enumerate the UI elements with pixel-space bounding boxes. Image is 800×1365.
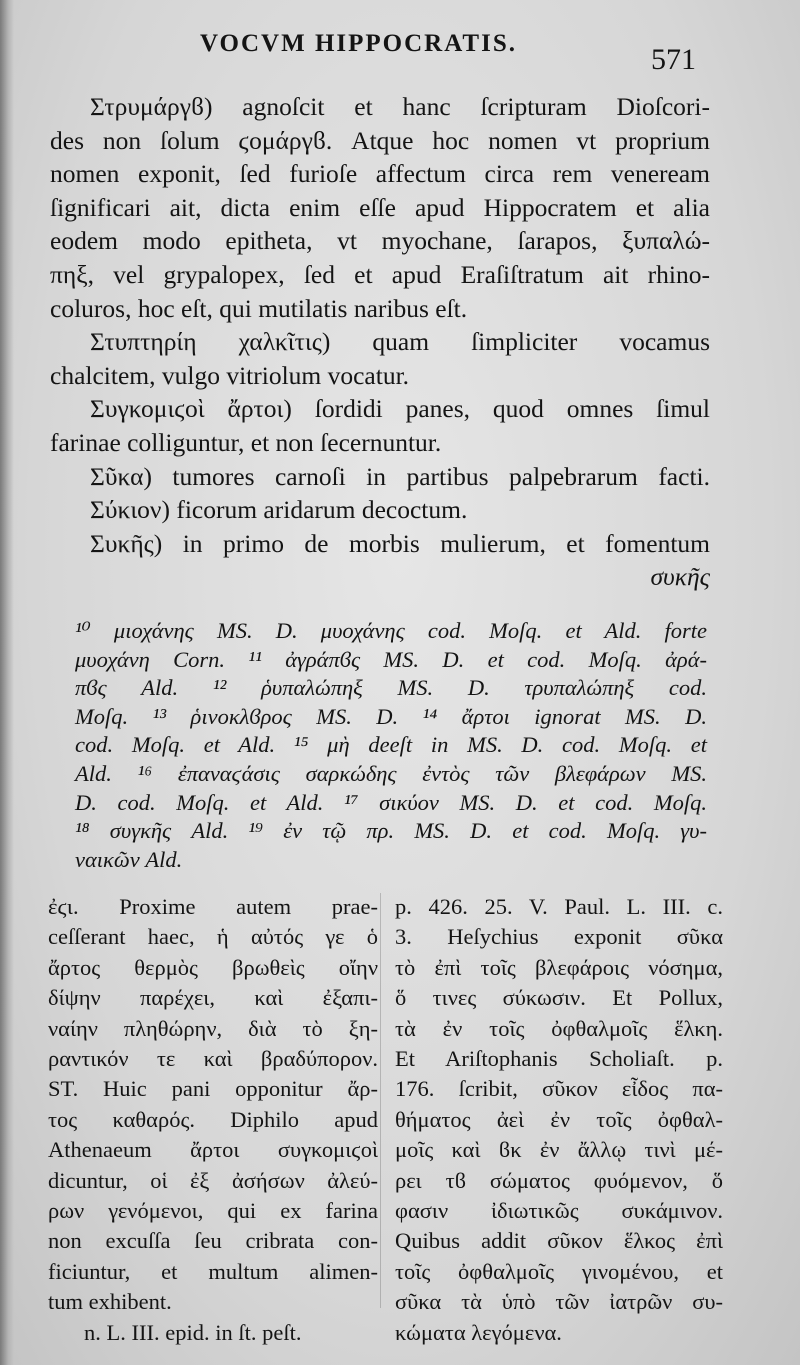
column-line: non excuſſa ſeu cribrata con- xyxy=(48,1228,378,1254)
column-line: Athenaeum ἄρτοι συγκομιϛοὶ xyxy=(48,1137,378,1163)
column-line: τος καθαρός. Diphilo apud xyxy=(48,1106,378,1132)
text-line: Σύκιον) ficorum aridarum decoctum. xyxy=(90,495,468,525)
column-line: dicuntur, οἱ ἐξ ἀσήσων ἀλεύ- xyxy=(48,1167,378,1193)
text-line: eodem modo epitheta, vt myochane, ſarapos, ξυπαλώ- xyxy=(50,226,710,256)
text-line: Στυπτηρίη χαλκῖτις) quam ſimpliciter vocamus xyxy=(90,327,710,357)
text-line: Στρυμάργϐ) agnoſcit et hanc ſcripturam Dioſcori- xyxy=(90,92,710,121)
column-line: σῦκα τὰ ὑπὸ τῶν ἰατρῶν συ- xyxy=(395,1289,723,1315)
column-line: ἐϛι. Proxime autem prae- xyxy=(48,894,378,919)
text-line: ſignificari ait, dicta enim eſſe apud Hippocratem et alia xyxy=(50,192,710,222)
page-number: 571 xyxy=(651,43,696,76)
main-text xyxy=(50,90,710,594)
column-line: τοῖς ὀφθαλμοῖς γινομένου, et xyxy=(395,1258,723,1284)
column-line: δίψην παρέχει, καὶ ἐξαπι- xyxy=(48,985,378,1011)
footnote-line: ¹⁰ μιοχάνης MS. D. μυοχάνης cod. Moſq. et Ald. forte xyxy=(75,618,707,643)
catchword: συκῆς xyxy=(650,562,710,592)
column-line: ρει τϐ σώματος φυόμενον, ὅ xyxy=(395,1167,723,1193)
footnote-line: μυοχάνη Corn. ¹¹ ἀγράπϐς MS. D. et cod. Moſq. ἀρά- xyxy=(75,646,707,672)
column-line: p. 426. 25. V. Paul. L. III. c. xyxy=(395,894,723,919)
text-line: Συγκομιϛοὶ ἄρτοι) ſordidi panes, quod omnes ſimul xyxy=(90,394,710,424)
text-line: nomen exponit, ſed furioſe affectum circa rem veneream xyxy=(50,159,710,189)
text-line: Σῦκα) tumores carnoſi in partibus palpebrarum facti. xyxy=(90,461,710,491)
column-line: ἄρτος θερμὸς βρωθεὶς οἴην xyxy=(48,954,378,980)
column-line: n. L. III. epid. in ſt. peſt. xyxy=(84,1319,302,1345)
column-line: 176. ſcribit, σῦκον εἶδος πα- xyxy=(395,1076,723,1102)
column-line: τὸ ἐπὶ τοῖς βλεφάροις νόσημα, xyxy=(395,954,723,980)
column-line: ναίην πληθώρην, διὰ τὸ ξη- xyxy=(48,1015,378,1041)
footnote-line: ¹⁸ συγκῆς Ald. ¹⁹ ἐν τῷ πρ. MS. D. et cod. Moſq. γυ- xyxy=(75,818,707,844)
left-commentary-column xyxy=(48,892,378,1348)
column-line: ρων γενόμενοι, qui ex farina xyxy=(48,1198,378,1224)
footnote-line: Ald. ¹⁶ ἐπαναϛάσις σαρκώδης ἐντὸς τῶν βλεφάρων MS. xyxy=(75,760,707,786)
column-line: θήματος ἀεὶ ἐν τοῖς ὀφθαλ- xyxy=(395,1106,723,1132)
text-line: πηξ, vel grypalopex, ſed et apud Eraſiſtratum ait rhino- xyxy=(50,259,710,289)
column-line: 3. Heſychius exponit σῦκα xyxy=(395,924,723,950)
footnotes xyxy=(75,617,707,874)
footnote-line: cod. Moſq. et Ald. ¹⁵ μὴ deeſt in MS. D. cod. Moſq. et xyxy=(75,732,707,758)
footnote-line: πϐς Ald. ¹² ῥυπαλώπηξ MS. D. τρυπαλώπηξ cod. xyxy=(75,675,707,701)
column-line: ceſſerant haec, ἡ αὐτός γε ὁ xyxy=(48,924,378,950)
column-divider xyxy=(380,893,381,1308)
footnote-line: Moſq. ¹³ ῥινοκλϐρος MS. D. ¹⁴ ἄρτοι ignorat MS. D. xyxy=(75,703,707,729)
column-line: tum exhibent. xyxy=(48,1289,172,1315)
column-line: φασιν ἰδιωτικῶς συκάμινον. xyxy=(395,1198,723,1224)
text-line: farinae colliguntur, et non ſecernuntur. xyxy=(50,427,442,457)
column-line: ficiuntur, et multum alimen- xyxy=(48,1258,378,1284)
running-title: VOCVM HIPPOCRATIS. xyxy=(200,30,517,57)
column-line: ραντικόν τε καὶ βραδύπορον. xyxy=(48,1046,378,1072)
text-line: Συκῆς) in primo de morbis mulierum, et fomentum xyxy=(90,528,710,558)
column-line: μοῖς καὶ ϐκ ἐν ἄλλῳ τινὶ μέ- xyxy=(395,1137,723,1163)
text-line: coluros, hoc eſt, qui mutilatis naribus eſt. xyxy=(50,293,468,323)
footnote-line: D. cod. Moſq. et Ald. ¹⁷ σικύον MS. D. et cod. Moſq. xyxy=(75,789,707,815)
column-line: Et Ariſtophanis Scholiaſt. p. xyxy=(395,1046,723,1072)
right-commentary-column xyxy=(395,892,723,1348)
page-gutter-shadow xyxy=(0,0,14,1365)
text-line: des non ſolum ϛομάργϐ. Atque hoc nomen vt proprium xyxy=(50,125,710,155)
column-line: τὰ ἐν τοῖς ὀφθαλμοῖς ἕλκη. xyxy=(395,1015,723,1041)
column-line: κώματα λεγόμενα. xyxy=(395,1319,562,1345)
column-line: ST. Huic pani opponitur ἄρ- xyxy=(48,1076,378,1102)
footnote-line: ναικῶν Ald. xyxy=(75,846,183,872)
text-line: chalcitem, vulgo vitriolum vocatur. xyxy=(50,360,410,390)
column-line: ὅ τινες σύκωσιν. Et Pollux, xyxy=(395,985,723,1011)
column-line: Quibus addit σῦκον ἕλκος ἐπὶ xyxy=(395,1228,723,1254)
